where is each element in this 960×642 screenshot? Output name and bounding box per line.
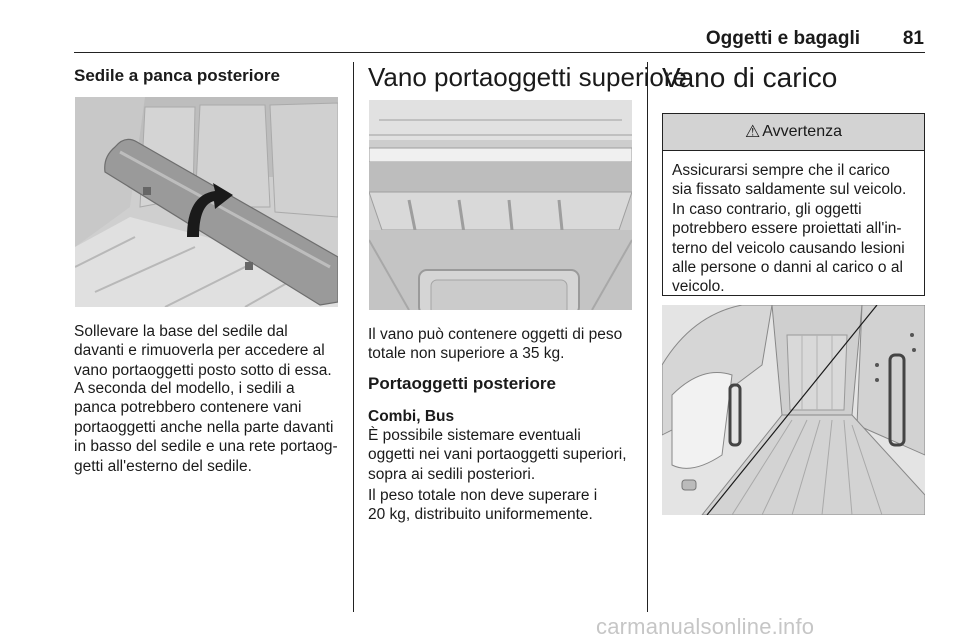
- paragraph-rear-weight: Il peso totale non deve superare i 20 kg, distribuito uniformemente.: [368, 487, 598, 524]
- subheading-rear-storage: Portaoggetti posteriore: [368, 374, 556, 393]
- section-heading-cargo-area: Vano di carico: [662, 62, 838, 93]
- warning-title: Avvertenza: [762, 123, 842, 140]
- label-combi-bus: Combi, Bus: [368, 408, 455, 425]
- section-heading-rear-bench: Sedile a panca posteriore: [74, 66, 280, 85]
- paragraph-rear-storage: È possibile sistemare eventuali oggetti nei vani portaoggetti superiori, sopra ai sedili posteriori.: [368, 427, 627, 483]
- header-divider: [74, 52, 925, 53]
- paragraph-lift-seat: Sollevare la base del sedile dal davanti e rimuoverla per accedere al vano portaoggetti posto sotto di essa.: [74, 323, 332, 379]
- warning-triangle-icon: ⚠: [745, 122, 761, 141]
- page-number: 81: [902, 28, 924, 49]
- section-heading-upper-storage: Vano portaoggetti superiore: [368, 62, 687, 92]
- figure-rear-bench-seat: [75, 97, 338, 307]
- warning-text: Assicurarsi sempre che il carico sia fissato saldamente sul veicolo. In caso contrario, gli oggetti potrebbero essere proiettati all'in- terno del veicolo causando lesioni alle persone o danni al carico o al veicolo.: [672, 162, 907, 296]
- warning-box: [662, 113, 925, 296]
- figure-cargo-area: [662, 305, 925, 515]
- paragraph-seat-storage: A seconda del modello, i sedili a panca potrebbero contenere vani portaoggetti anche nella parte davanti in basso del sedile e una rete portaog- getti all'esterno del sedile.: [74, 380, 338, 475]
- watermark: carmanualsonline.info: [596, 614, 815, 639]
- paragraph-upper-capacity: Il vano può contenere oggetti di peso totale non superiore a 35 kg.: [368, 326, 623, 363]
- figure-overhead-storage: [369, 100, 632, 310]
- column-divider-1: [353, 62, 354, 612]
- warning-header: [663, 114, 924, 151]
- column-divider-2: [647, 62, 648, 612]
- page-header-title: Oggetti e bagagli: [705, 28, 860, 49]
